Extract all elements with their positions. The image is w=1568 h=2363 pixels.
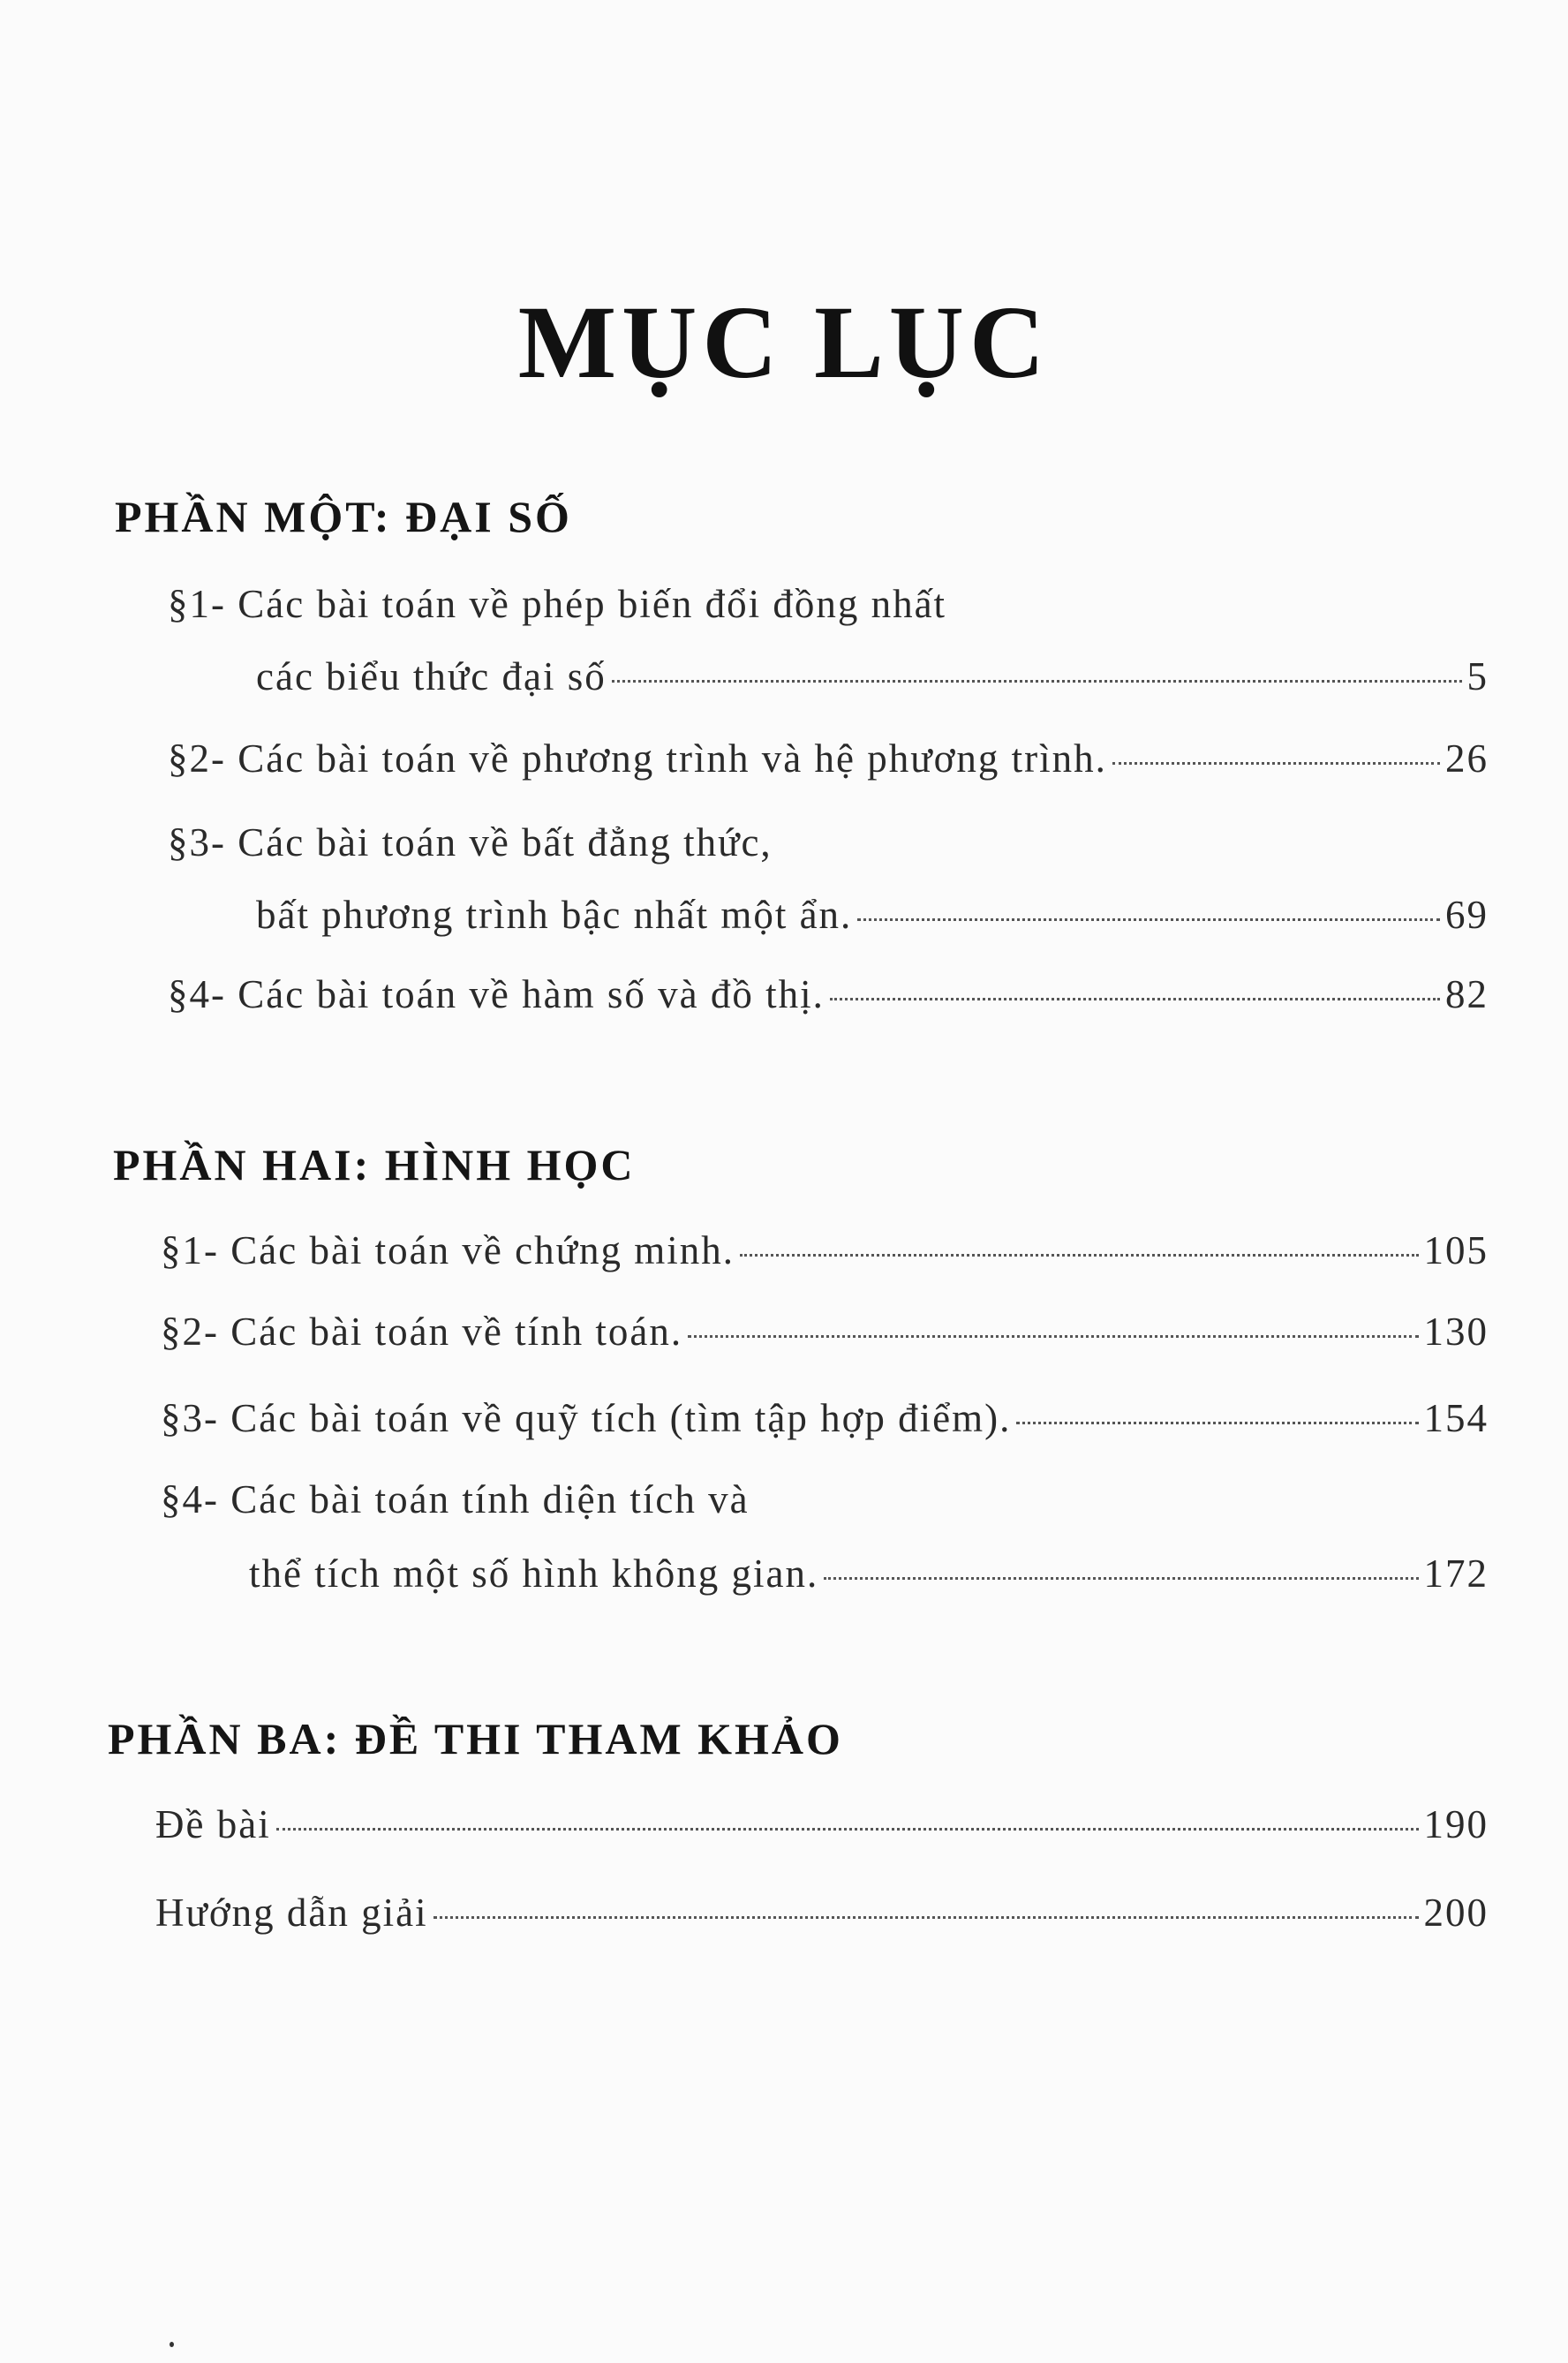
part-heading-algebra: PHẦN MỘT: ĐẠI SỐ — [115, 492, 572, 541]
dot-leader — [1016, 1422, 1418, 1424]
page-title: MỤC LỤC — [517, 284, 1051, 400]
dot-leader — [1112, 762, 1440, 765]
page-number: 130 — [1423, 1310, 1489, 1354]
toc-entry-algebra-2[interactable] — [168, 736, 1489, 781]
toc-entry-geometry-4-line1: §4- Các bài toán tính diện tích và — [161, 1477, 750, 1521]
toc-entry-text: §4- Các bài toán về hàm số và đồ thị. — [168, 972, 825, 1016]
toc-entry-text: thể tích một số hình không gian. — [249, 1551, 819, 1596]
page-number: 190 — [1423, 1802, 1489, 1846]
toc-entry-text: các biểu thức đại số — [256, 654, 607, 698]
toc-entry-algebra-1[interactable] — [256, 653, 1489, 699]
toc-entry-geometry-4[interactable] — [249, 1551, 1489, 1597]
toc-entry-text: §1- Các bài toán về chứng minh. — [161, 1228, 735, 1272]
dot-leader — [740, 1254, 1419, 1257]
dot-leader — [276, 1828, 1419, 1831]
page-number: 5 — [1466, 654, 1489, 698]
toc-entry-algebra-4[interactable] — [168, 971, 1489, 1017]
toc-entry-exams-1[interactable] — [155, 1801, 1489, 1847]
toc-entry-text: Đề bài — [155, 1802, 271, 1846]
toc-entry-text: Hướng dẫn giải — [155, 1891, 428, 1935]
toc-entry-algebra-3[interactable] — [256, 892, 1489, 938]
toc-entry-exams-2[interactable] — [155, 1890, 1489, 1936]
toc-entry-text: §3- Các bài toán về quỹ tích (tìm tập hợp điểm). — [161, 1396, 1012, 1440]
page-number: 105 — [1423, 1228, 1489, 1272]
page-number: 154 — [1423, 1396, 1489, 1440]
page-number: 69 — [1445, 893, 1489, 937]
toc-entry-algebra-3-line1: §3- Các bài toán về bất đẳng thức, — [168, 820, 773, 864]
toc-entry-geometry-3[interactable] — [161, 1395, 1489, 1441]
dot-leader — [824, 1577, 1418, 1580]
dot-leader — [433, 1916, 1419, 1919]
part-heading-exams: PHẦN BA: ĐỀ THI THAM KHẢO — [108, 1714, 843, 1763]
toc-entry-algebra-1-line1: §1- Các bài toán về phép biến đổi đồng nhất — [168, 582, 947, 626]
toc-entry-geometry-1[interactable] — [161, 1227, 1489, 1273]
print-speck — [170, 2342, 174, 2347]
page-number: 26 — [1445, 736, 1489, 781]
page-number: 200 — [1423, 1891, 1489, 1935]
dot-leader — [612, 680, 1462, 683]
toc-entry-text: bất phương trình bậc nhất một ẩn. — [256, 893, 853, 937]
page-number: 172 — [1423, 1551, 1489, 1596]
dot-leader — [857, 918, 1440, 921]
toc-entry-geometry-2[interactable] — [161, 1309, 1489, 1355]
part-heading-geometry: PHẦN HAI: HÌNH HỌC — [113, 1140, 636, 1189]
page-number: 82 — [1445, 972, 1489, 1016]
dot-leader — [688, 1335, 1418, 1338]
toc-entry-text: §2- Các bài toán về phương trình và hệ phương trình. — [168, 736, 1107, 781]
toc-entry-text: §2- Các bài toán về tính toán. — [161, 1310, 683, 1354]
dot-leader — [830, 998, 1440, 1000]
